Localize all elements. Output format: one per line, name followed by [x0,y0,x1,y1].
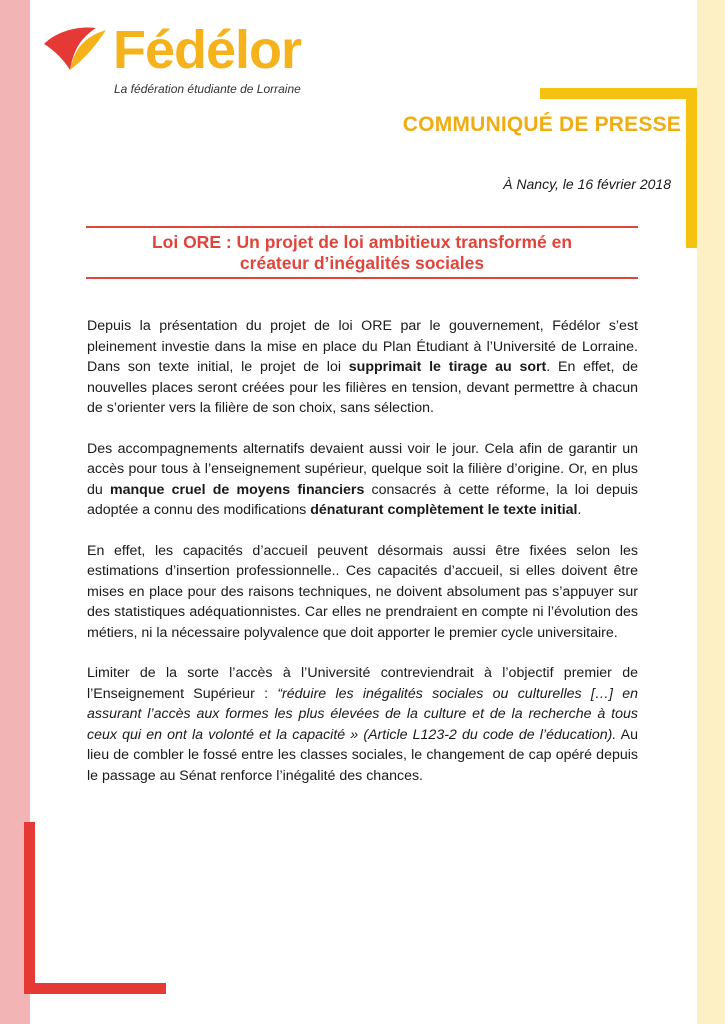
brand-tagline: La fédération étudiante de Lorraine [114,82,301,96]
paragraph-2-text-c: consacrés à cette réforme, la loi depuis adoptée a connu des modifications [87,481,638,518]
paragraph-1-text-c: . En effet, de nouvelles places seront créées pour les filières en tension, devant permettre à chacun de s’orienter vers la filière de son choix, sans sélection. [87,359,638,416]
paragraph-4-text-c: Au lieu de combler le fossé entre les classes sociales, le changement de cap opéré depuis le passage au Sénat renforce l’inégalité des chances. [87,726,639,784]
headline-text: Loi ORE : Un projet de loi ambitieux transformé en créateur d’inégalités sociales [151,232,573,273]
paragraph-4-text-a: Limiter de la sorte l’accès à l’Université contreviendrait à l’objectif premier de l’Enseignement Supérieur : [87,665,638,702]
red-corner-bracket [24,822,166,994]
press-release-title: COMMUNIQUÉ DE PRESSE [402,113,681,136]
right-decorative-band [697,0,725,1024]
date-line: À Nancy, le 16 février 2018 [503,176,671,192]
red-bracket-horizontal [24,983,166,994]
paragraph-2-text-e: . [577,502,582,518]
headline-box [86,226,638,279]
paragraph-3: En effet, les capacités d’accueil peuvent désormais aussi être fixées selon les estimations d’insertion professionnelle.. Ces capacités d’accueil, si elles doivent être mises en place pour des raisons techniques, ne doivent absolument pas s’appuyer sur des statistiques adéquationnistes. Car elles ne prendraient en compte ni l’évolution des métiers, ni la nécessaire polyvalence que doit apporter le premier cycle universitaire. [87,542,638,641]
red-bracket-vertical [24,822,35,994]
body-text [87,316,638,806]
yellow-bracket-horizontal [540,88,697,99]
paragraph-2-emphasis-2: dénaturant complètement le texte initial [310,502,578,518]
yellow-corner-bracket [540,88,697,248]
yellow-bracket-vertical [686,88,697,248]
paragraph-2-text-a: Des accompagnements alternatifs devaient aussi voir le jour. Cela afin de garantir un accès pour tous à l’enseignement supérieur, quelque soit la filière d’origine. Or, en plus du [87,440,638,498]
fedelor-logo [40,20,320,105]
paragraph-4 [87,663,638,786]
paragraph-4-quote: “réduire les inégalités sociales ou culturelles […] en assurant l’accès aux formes les plus élevées de la culture et de la recherche à tous ceux qui en ont la volonté et la capacité » (Article L123-2 du code de l’éducation). [87,685,638,743]
brand-name: Fédélor [113,20,302,80]
paragraph-1-emphasis: supprimait le tirage au sort [348,359,547,375]
paragraph-1 [87,316,638,419]
paragraph-1-text-a: Depuis la présentation du projet de loi ORE par le gouvernement, Fédélor s’est pleinement investie dans la mise en place du Plan Étudiant à l’Université de Lorraine. Dans son texte initial, le projet de loi [87,318,638,375]
logo-flame-icon [40,26,110,74]
paragraph-2 [87,439,638,521]
paragraph-2-emphasis-1: manque cruel de moyens financiers [110,481,365,498]
